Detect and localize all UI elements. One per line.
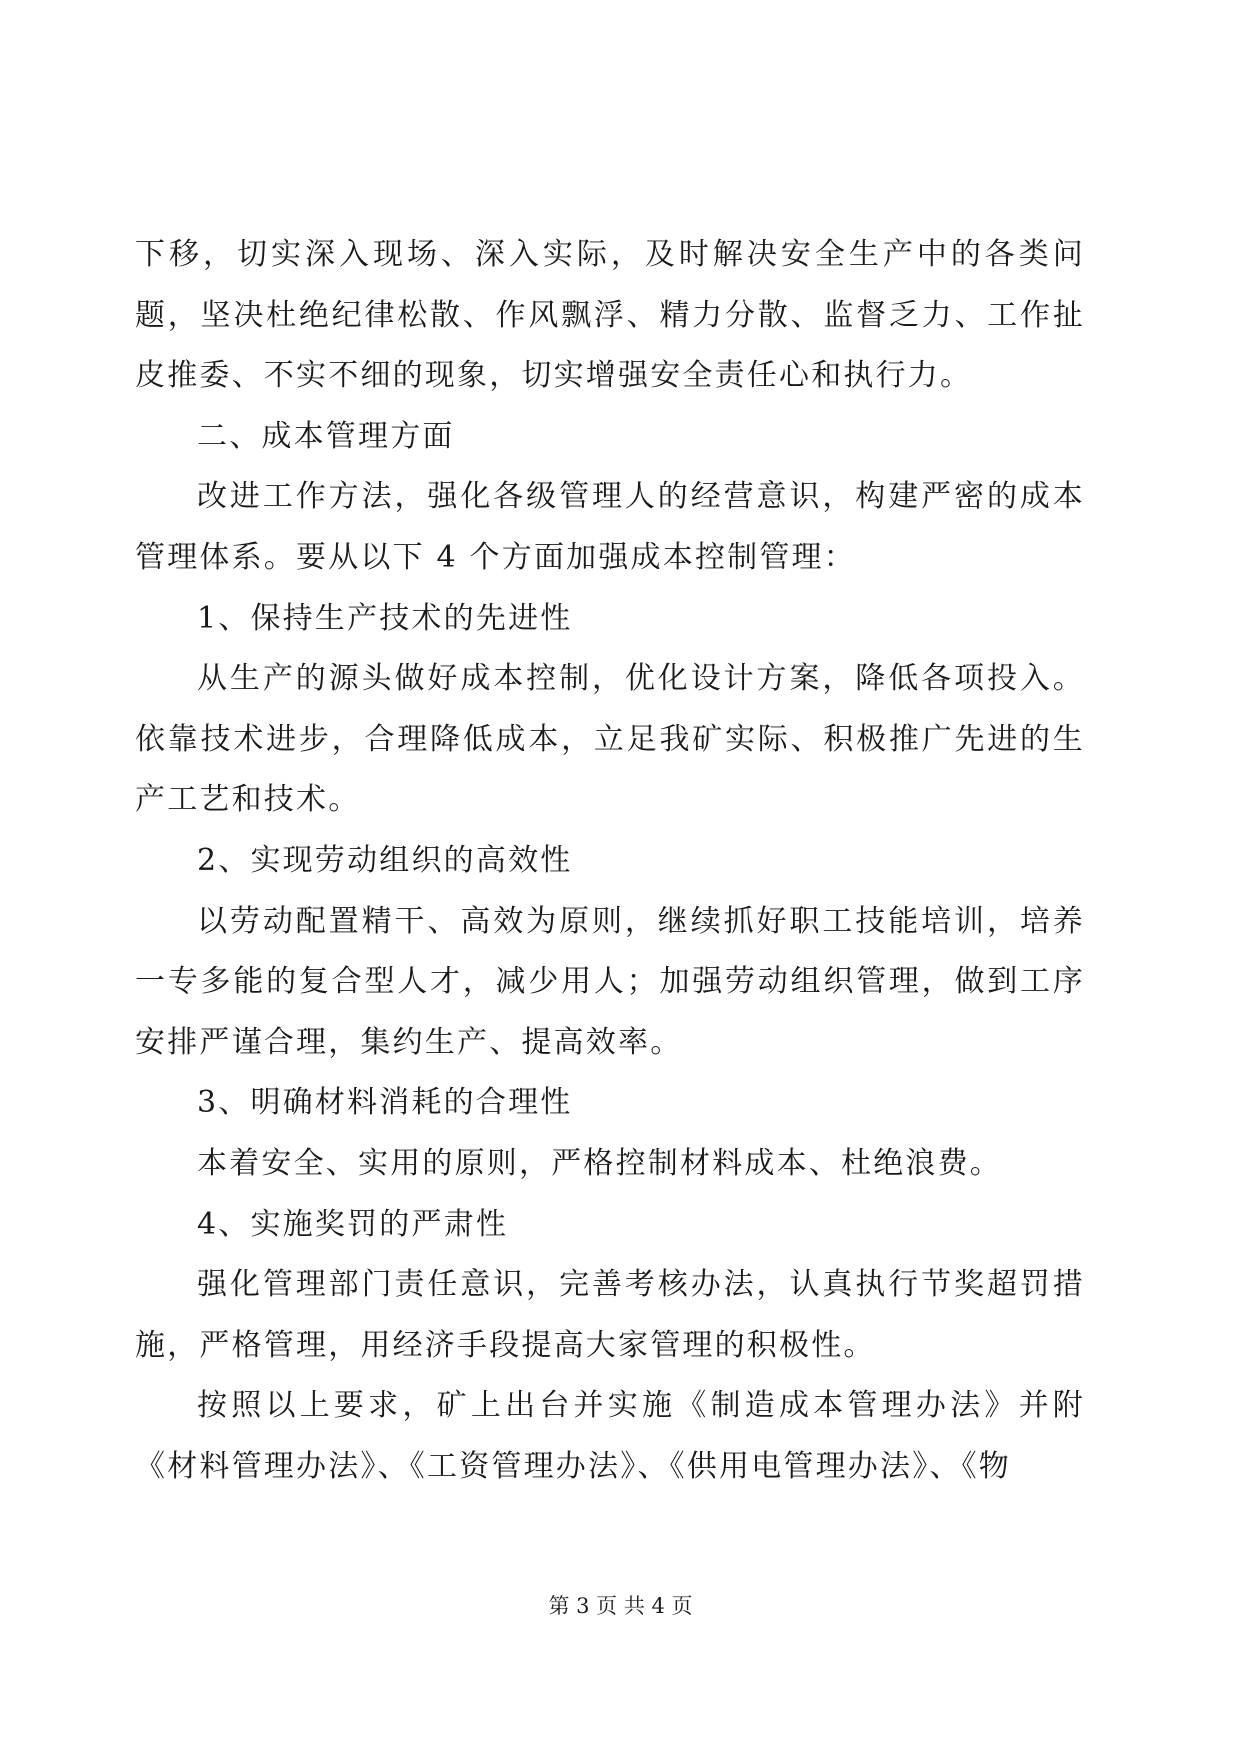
document-body — [135, 225, 1085, 1497]
paragraph-4: 以劳动配置精干、高效为原则，继续抓好职工技能培训，培养一专多能的复合型人才，减少用人；加强劳动组织管理，做到工序安排严谨合理，集约生产、提高效率。 — [135, 903, 1085, 1060]
paragraph-1: 下移，切实深入现场、深入实际，及时解决安全生产中的各类问题，坚决杜绝纪律松散、作风飘浮、精力分散、监督乏力、工作扯皮推委、不实不细的现象，切实增强安全责任心和执行力。 — [135, 237, 1085, 394]
paragraph-5: 本着安全、实用的原则，严格控制材料成本、杜绝浪费。 — [197, 1145, 1002, 1181]
subheading-1: 1、保持生产技术的先进性 — [197, 600, 573, 636]
paragraph-3: 从生产的源头做好成本控制，优化设计方案，降低各项投入。依靠技术进步，合理降低成本，立足我矿实际、积极推广先进的生产工艺和技术。 — [135, 661, 1085, 818]
subheading-4: 4、实施奖罚的严肃性 — [197, 1206, 509, 1242]
paragraph-7: 按照以上要求，矿上出台并实施《制造成本管理办法》并附《材料管理办法》、《工资管理办法》、《供用电管理办法》、《物 — [135, 1388, 1085, 1484]
paragraph-2: 改进工作方法，强化各级管理人的经营意识，构建严密的成本管理体系。要从以下 4 个方面加强成本控制管理： — [135, 479, 1085, 575]
paragraph-6: 强化管理部门责任意识，完善考核办法，认真执行节奖超罚措施，严格管理，用经济手段提高大家管理的积极性。 — [135, 1267, 1085, 1363]
subheading-2: 2、实现劳动组织的高效性 — [197, 842, 573, 878]
section-heading-cost-management: 二、成本管理方面 — [197, 418, 455, 454]
subheading-3: 3、明确材料消耗的合理性 — [197, 1085, 573, 1121]
page-footer: 第 3 页 共 4 页 — [548, 1594, 693, 1618]
